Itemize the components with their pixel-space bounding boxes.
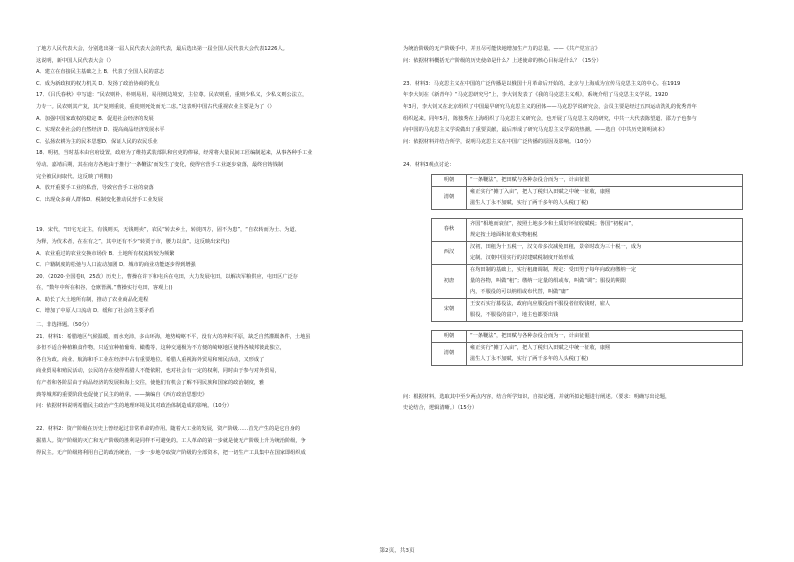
table-row: [432, 218, 743, 230]
table-row: [432, 230, 743, 242]
table-cell: 滋生人丁永不加赋，实行了两千多年的人头税(丁税): [467, 354, 743, 366]
text-line: 各自为政。商业、航海和手工业在经济中占有重要地位。希腊人重视海外贸易和殖民活动，又形成了: [36, 356, 265, 363]
table-row: [432, 330, 743, 342]
tax-table-3: [431, 330, 743, 366]
question-20: 20．（2020·全国卷II，25改）历史上，曹操在许下和屯兵在屯田，大力发展屯田，以解决军粮供应，屯田区广泛存: [36, 273, 298, 280]
text-line: 完全被民间取代。这反映了明朝(): [36, 173, 113, 180]
option-line: C．弘扬农耕为主的民本思想D．保证人民的农民乐业: [36, 138, 158, 145]
table-cell: 内，不服役的可以纳绢或布代替，叫做“庸”: [467, 287, 743, 299]
text-line: 掘墓人。资产阶级的灭亡和无产阶级的胜利是同样不可避免的。工人革命的第一步就是使无产阶级上升为统治阶级，争: [36, 438, 306, 444]
question-prompt: 问：依据材料说明希腊民主政治产生的地理环境及其对政治体制造成的影响。（10分）: [36, 403, 232, 410]
text-line: 多但不适合种植粮食作物，只适宜种植葡萄、橄榄等，这种交通极为不方便的崎岖地区使得各城邦彼此独立，: [36, 345, 286, 352]
question-22: 22．材料2：资产阶级在历史上曾经起过非常革命的作用。随着大工业的发展，资产阶级……首先产生的是它自身的: [36, 426, 301, 433]
text-line: 在，“数年中所在积谷，仓廪皆满。”曹操实行屯田，客观上(): [36, 285, 173, 292]
option-line: A．建立在直接民主基础之上 B．代表了全国人民的意志: [36, 69, 165, 76]
table-row: [432, 264, 743, 276]
table-row: [432, 287, 743, 299]
table-row: [432, 354, 743, 366]
option-line: A．放开重要手工业的私营，导致官营手工业的衰落: [36, 185, 154, 192]
table-cell: 初唐: [432, 264, 467, 298]
question-21: 21．材料1：希腊地区气候温暖，雨水充沛，多山环海，地势崎岖不平，没有大的冲积平原，缺乏自然灌溉条件，土地虽: [36, 333, 311, 340]
left-column: [36, 44, 386, 459]
table-cell: 清朝: [432, 186, 467, 209]
option-line: A．助长了大土地所有制，推动了农业商品化进程: [36, 296, 149, 303]
text-line: 这说明，新中国人民代表大会（）: [36, 57, 114, 64]
table-cell: “一条鞭法”，把田赋与各种杂役合而为一，计亩征银: [467, 174, 743, 186]
table-cell: 王安石实行募役法，政府向应服役而不服役者征收钱财，雇人: [467, 298, 743, 310]
question-23: 23．材料3：马克思主义在中国的广泛传播是以俄国十月革命后开始的。北京与上海成为宣传马克思主义的中心。在1919: [403, 80, 681, 87]
table-row: [432, 276, 743, 287]
question-17: 17．《吕氏春秋》中写道：“民农则朴，朴则易用，易用则边境安，主位尊。民农则重，重则少私义，少私义则公法立，: [36, 92, 308, 99]
section-heading: 二、非选择题。（50分）: [36, 322, 92, 329]
table-row: [432, 174, 743, 186]
table-cell: 明朝: [432, 330, 467, 342]
question-prompt: 问：依据材料并结合所学，说明马克思主义在中国广泛传播的原因及影响。（10分）: [403, 138, 594, 145]
table-row: [432, 253, 743, 265]
text-line: 年3月，李大钊又在北京组织了中国最早研究马克思主义的团体——马克思学说研究会，会员主要是经过五四运动洗礼的优秀青年: [403, 103, 697, 110]
table-cell: 宋朝: [432, 298, 467, 321]
text-line: 得民主。无产阶级将利用自己的政治统治，一步一步地夺取资产阶级的全部资本，把一切生产工具集中在国家即组织成: [36, 449, 306, 456]
table-cell: 雍正实行“摊丁入亩”，把人丁税归入田赋之中统一征收，康熙: [467, 186, 743, 198]
table-cell: 春秋: [432, 218, 467, 241]
right-column: [403, 44, 755, 415]
table-row: [432, 198, 743, 210]
table-cell: “一条鞭法”，把田赋与各种杂役合而为一，计亩征银: [467, 330, 743, 342]
option-line: C．增加了中原人口流动 D．缓和了社会的主要矛盾: [36, 308, 155, 315]
text-line: 力专一。民农则其产复，其产复则重徙，重徙则死处而无二虑。”这表明中国古代重视农业主要是为了（）: [36, 103, 275, 110]
table-cell: 服役，不服役的富户，地主也都要出钱: [467, 310, 743, 322]
option-line: C．成为新政权的权力机关 D．发扬了政治协商的优点: [36, 80, 160, 87]
table-row: [432, 241, 743, 253]
text-line: 史论结合，逻辑清晰。）（15分）: [403, 405, 478, 412]
table-cell: 汉初，田租为十五税一，汉文帝多次减免田租，景帝时改为三十税一，成为: [467, 241, 743, 253]
text-line: 有产者和各阶层由于商品经济的发展和海上交往，使他们有机会了解不同民族和国家的政治制度，雅: [36, 380, 265, 387]
text-line: 为释，为伎术者，在在有之”，其中还有不少“转贾于市，腰力以食”。这反映出宋代(): [36, 238, 230, 245]
table-cell: 明朝: [432, 174, 467, 186]
text-line: 了地方人民代表大会，分别选出第一届人民代表大会的代表，最后选出第一届全国人民代表大会代表1226人。: [36, 46, 288, 52]
table-cell: 在均田制的基础上，实行租庸调制，规定：受田男子每年向政府缴纳一定: [467, 264, 743, 276]
table-cell: 滋生人丁永不加赋，实行了两千多年的人头税(丁税): [467, 198, 743, 210]
question-prompt: 问：根据材料，选取其中至少两点内容，结合所学知识，自拟论题，并就所拟论题进行阐述。（要求：明确写出论题，: [403, 393, 671, 400]
tax-table-1: [431, 174, 743, 210]
option-line: C．出现众多商人群体D．税制变化推动民营手工业发展: [36, 196, 163, 203]
question-prompt: 问：依据材料概括无产阶级的历史使命是什么？上述使命的核心目标是什么？（15分）: [403, 57, 602, 64]
question-18: 18．明初，当时基本由官府设置，政府为了维持武装部队和官吏的俸禄，经常将大量民间工匠编制起来，从事各种手工业: [36, 150, 313, 157]
option-line: C．实现农业社会的自然经济 D．提高商品经济发展水平: [36, 127, 165, 134]
option-line: A．加强中国家政权的稳定 B．促进社会经济的发展: [36, 115, 154, 122]
table-row: [432, 298, 743, 310]
page-footer: 第2页，共3页: [379, 548, 415, 554]
table-cell: 规定按土地面积征收实物租税: [467, 230, 743, 242]
table-cell: 量的谷物，叫做“租”；缴纳一定量的绢或布，叫做“调”；服役的期限: [467, 276, 743, 287]
question-24: 24．材料3观点讨论：: [403, 161, 455, 168]
table-cell: 定制。汉朝中国实行的封建赋税制度开始形成: [467, 253, 743, 265]
text-line: 向中国的马克思主义学说做出了重要贡献，最后形成了研究马克思主义学说的热潮。——选自《中共历史简明读本》: [403, 127, 668, 134]
text-line: 组织起来。同年5月，陈独秀在上海组织了马克思主义研究会，也开展了马克思主义的研究，中共一大代表陈望道、邵力子也参与: [403, 115, 697, 122]
table-row: [432, 186, 743, 198]
table-cell: 清朝: [432, 342, 467, 365]
table-cell: 西汉: [432, 241, 467, 264]
table-cell: 齐国“相地而衰征”，按照土地多少和土质好坏征收赋税；鲁国“初税亩”，: [467, 218, 743, 230]
text-line: 典等城邦的重要阶段也促使了民主的萌芽。——摘编自《西方政治思想史》: [36, 391, 208, 398]
text-line: 商业贸易和殖民活动，公民的存在使得希腊人不能依附，也对社会有一定的权利，同时由于参与对外贸易，: [36, 368, 280, 375]
option-line: A．农业重过的农业交换市场价 B．土地所有权流转较为频繁: [36, 250, 175, 257]
text-line: 劳动。嘉靖后期，其在南方各地由于推行‘一条鞭法’而发生了变化，使得官营手工业逐步衰落，最终官铸钱制: [36, 161, 284, 168]
option-line: C．户籍制度的松弛与人口流动加剧 D．城市的商业功能逐步得到增强: [36, 262, 196, 269]
question-19: 19．宋代，“田宅无定主，有钱则买，无钱则卖”，农民“转去乡土，转徙四方，固不为患”，“自农转而为士、为道、: [36, 227, 300, 234]
table-cell: 雍正实行“摊丁入亩”，把人丁税归入田赋之中统一征收，康熙: [467, 342, 743, 354]
text-line: 年李大钊在《新青年》“马克思研究号”上，李大钊发表了《我的马克思主义观》，系统介绍了马克思主义学说。1920: [403, 92, 668, 99]
tax-table-2: [431, 218, 743, 322]
text-line: 为统治阶级的无产阶级手中，并且尽可能快地增加生产力的总量。——《共产党宣言》: [403, 46, 601, 52]
table-row: [432, 342, 743, 354]
table-row: [432, 310, 743, 322]
